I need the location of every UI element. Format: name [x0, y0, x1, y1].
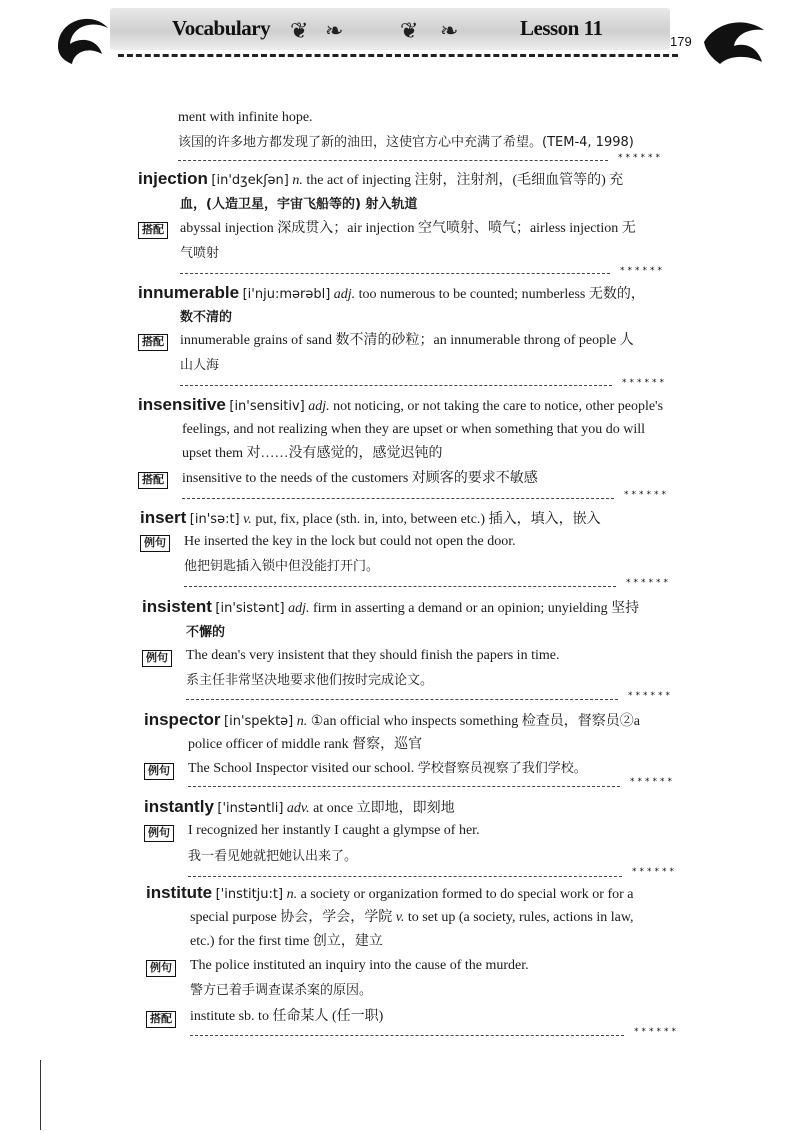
entry-divider	[184, 586, 616, 587]
rating-stars: ******	[634, 1027, 679, 1037]
collocation-text: insensitive to the needs of the customers 对顾客的要求不敏感	[182, 471, 538, 486]
definition: upset them 对……没有感觉的，感觉迟钝的	[182, 446, 443, 461]
example-english	[188, 759, 587, 779]
definition: police officer of middle rank 督察，巡官	[188, 737, 423, 752]
entry-divider	[188, 786, 620, 787]
collocation-text: 气喷射	[180, 246, 220, 261]
example-chinese: 系主任非常坚决地要求他们按时完成论文。	[186, 673, 434, 688]
leaf-ornament-icon: ❦	[290, 18, 309, 43]
headword: insensitive	[138, 395, 226, 414]
phonetic: ['institju:t]	[215, 887, 284, 902]
definition: 数不清的	[180, 310, 233, 325]
phonetic: [in'sə:t]	[189, 512, 240, 527]
definition: feelings, and not realizing when they are upset or when something that you do will	[182, 422, 646, 437]
rating-stars: ******	[630, 777, 675, 787]
entry-divider	[190, 1035, 624, 1036]
definition: etc.) for the first time 创立，建立	[190, 934, 383, 949]
example-english: He inserted the key in the lock but could not open the door.	[184, 534, 516, 549]
collocation-text: innumerable grains of sand 数不清的砂粒；an innumerable throng of people 人	[180, 333, 634, 348]
example-english-text: The School Inspector visited our school.	[188, 761, 415, 776]
example-english: The dean's very insistent that they should finish the papers in time.	[186, 648, 560, 663]
example-tag: 例句	[142, 650, 172, 667]
example-chinese: 我一看见她就把她认出来了。	[188, 849, 358, 864]
collocation-tag: 搭配	[138, 472, 168, 489]
example-chinese: 他把钥匙插入锁中但没能打开门。	[184, 559, 380, 574]
header-left-title: Vocabulary	[172, 16, 271, 40]
headword: inspector	[144, 710, 221, 729]
intro-chinese: 该国的许多地方都发现了新的油田，这使官方心中充满了希望。(TEM-4, 1998)	[178, 135, 634, 150]
entry-divider	[178, 160, 608, 161]
definition	[190, 908, 634, 928]
part-of-speech: n.	[286, 887, 298, 902]
definition: not noticing, or not taking the care to notice, other people's	[333, 399, 664, 414]
entry-insistent	[142, 597, 639, 619]
collocation-tag: 搭配	[138, 334, 168, 351]
example-english: The police instituted an inquiry into the cause of the murder.	[190, 958, 529, 973]
phonetic: [i'nju:mərəbl]	[242, 287, 331, 302]
entry-inspector	[144, 710, 640, 732]
intro-english: ment with infinite hope.	[178, 110, 313, 125]
example-tag: 例句	[140, 535, 170, 552]
entry-innumerable	[138, 283, 645, 305]
definition: firm in asserting a demand or an opinion; unyielding 坚持	[312, 601, 640, 616]
headword: injection	[138, 169, 208, 188]
example-tag: 例句	[144, 763, 174, 780]
example-tag: 例句	[146, 960, 176, 977]
part-of-speech: adj.	[308, 399, 330, 414]
headword: insistent	[142, 597, 212, 616]
entry-instantly	[144, 797, 455, 819]
part-of-speech: adj.	[333, 287, 356, 302]
phonetic: [in'sistənt]	[215, 601, 285, 616]
part-of-speech: adj.	[288, 601, 310, 616]
example-chinese: 警方已着手调查谋杀案的原因。	[190, 983, 373, 998]
definition: a society or organization formed to do special work or for a	[300, 887, 634, 902]
definition: put, fix, place (sth. in, into, between etc.) 插入，填入，嵌入	[255, 512, 601, 527]
leaf-ornament-icon: ❦	[400, 18, 419, 43]
definition: ①an official who inspects something 检查员，督察员②a	[310, 714, 640, 729]
headword: insert	[140, 508, 187, 527]
part-of-speech: adv.	[286, 801, 310, 816]
entry-divider	[180, 273, 610, 274]
phonetic: [in'spektə]	[224, 714, 294, 729]
collocation-text: 山人海	[180, 358, 220, 373]
rating-stars: ******	[632, 867, 677, 877]
rating-stars: ******	[618, 153, 663, 163]
scan-margin-line	[40, 1060, 41, 1130]
entry-insert	[140, 508, 601, 530]
entry-injection	[138, 169, 623, 191]
entry-institute	[146, 883, 634, 905]
collocation-tag: 搭配	[146, 1011, 176, 1028]
definition-text: special purpose 协会，学会，学院	[190, 910, 393, 925]
part-of-speech: n.	[296, 714, 308, 729]
example-tag: 例句	[144, 825, 174, 842]
rating-stars: ******	[622, 378, 667, 388]
header-right-title: Lesson 11	[520, 16, 603, 40]
entry-divider	[188, 876, 622, 877]
phonetic: [in'sensitiv]	[229, 399, 305, 414]
headword: innumerable	[138, 283, 240, 302]
entry-divider	[182, 498, 614, 499]
collocation-text: institute sb. to 任命某人 (任一职)	[190, 1009, 384, 1024]
definition: the act of injecting 注射，注射剂，(毛细血管等的) 充	[306, 173, 624, 188]
definition: 不懈的	[186, 625, 226, 640]
phonetic: [in'dʒekʃən]	[211, 173, 289, 188]
leaf-ornament-icon: ❧	[440, 18, 459, 43]
definition: at once 立即地，即刻地	[313, 801, 455, 816]
headword: institute	[146, 883, 213, 902]
entry-insensitive	[138, 395, 663, 417]
rating-stars: ******	[620, 266, 665, 276]
rating-stars: ******	[624, 490, 669, 500]
rating-stars: ******	[626, 578, 671, 588]
definition: 血，(人造卫星，宇宙飞船等的) 射入轨道	[180, 197, 418, 212]
rating-stars: ******	[628, 691, 673, 701]
page-number: 179	[670, 34, 692, 49]
part-of-speech: n.	[292, 173, 303, 188]
definition: too numerous to be counted; numberless 无数的，	[358, 287, 645, 302]
collocation-tag: 搭配	[138, 222, 168, 239]
entry-divider	[180, 385, 612, 386]
part-of-speech: v.	[395, 910, 405, 925]
definition-text: to set up (a society, rules, actions in law,	[407, 910, 634, 925]
example-chinese: 学校督察员视察了我们学校。	[417, 761, 587, 776]
collocation-text: abyssal injection 深成贯入；air injection 空气喷射、喷气；airless injection 无	[180, 221, 636, 236]
headword: instantly	[144, 797, 214, 816]
entry-divider	[186, 699, 618, 700]
leaf-ornament-icon: ❧	[325, 18, 344, 43]
part-of-speech: v.	[243, 512, 252, 527]
phonetic: ['instəntli]	[217, 801, 284, 816]
example-english: I recognized her instantly I caught a glympse of her.	[188, 823, 480, 838]
